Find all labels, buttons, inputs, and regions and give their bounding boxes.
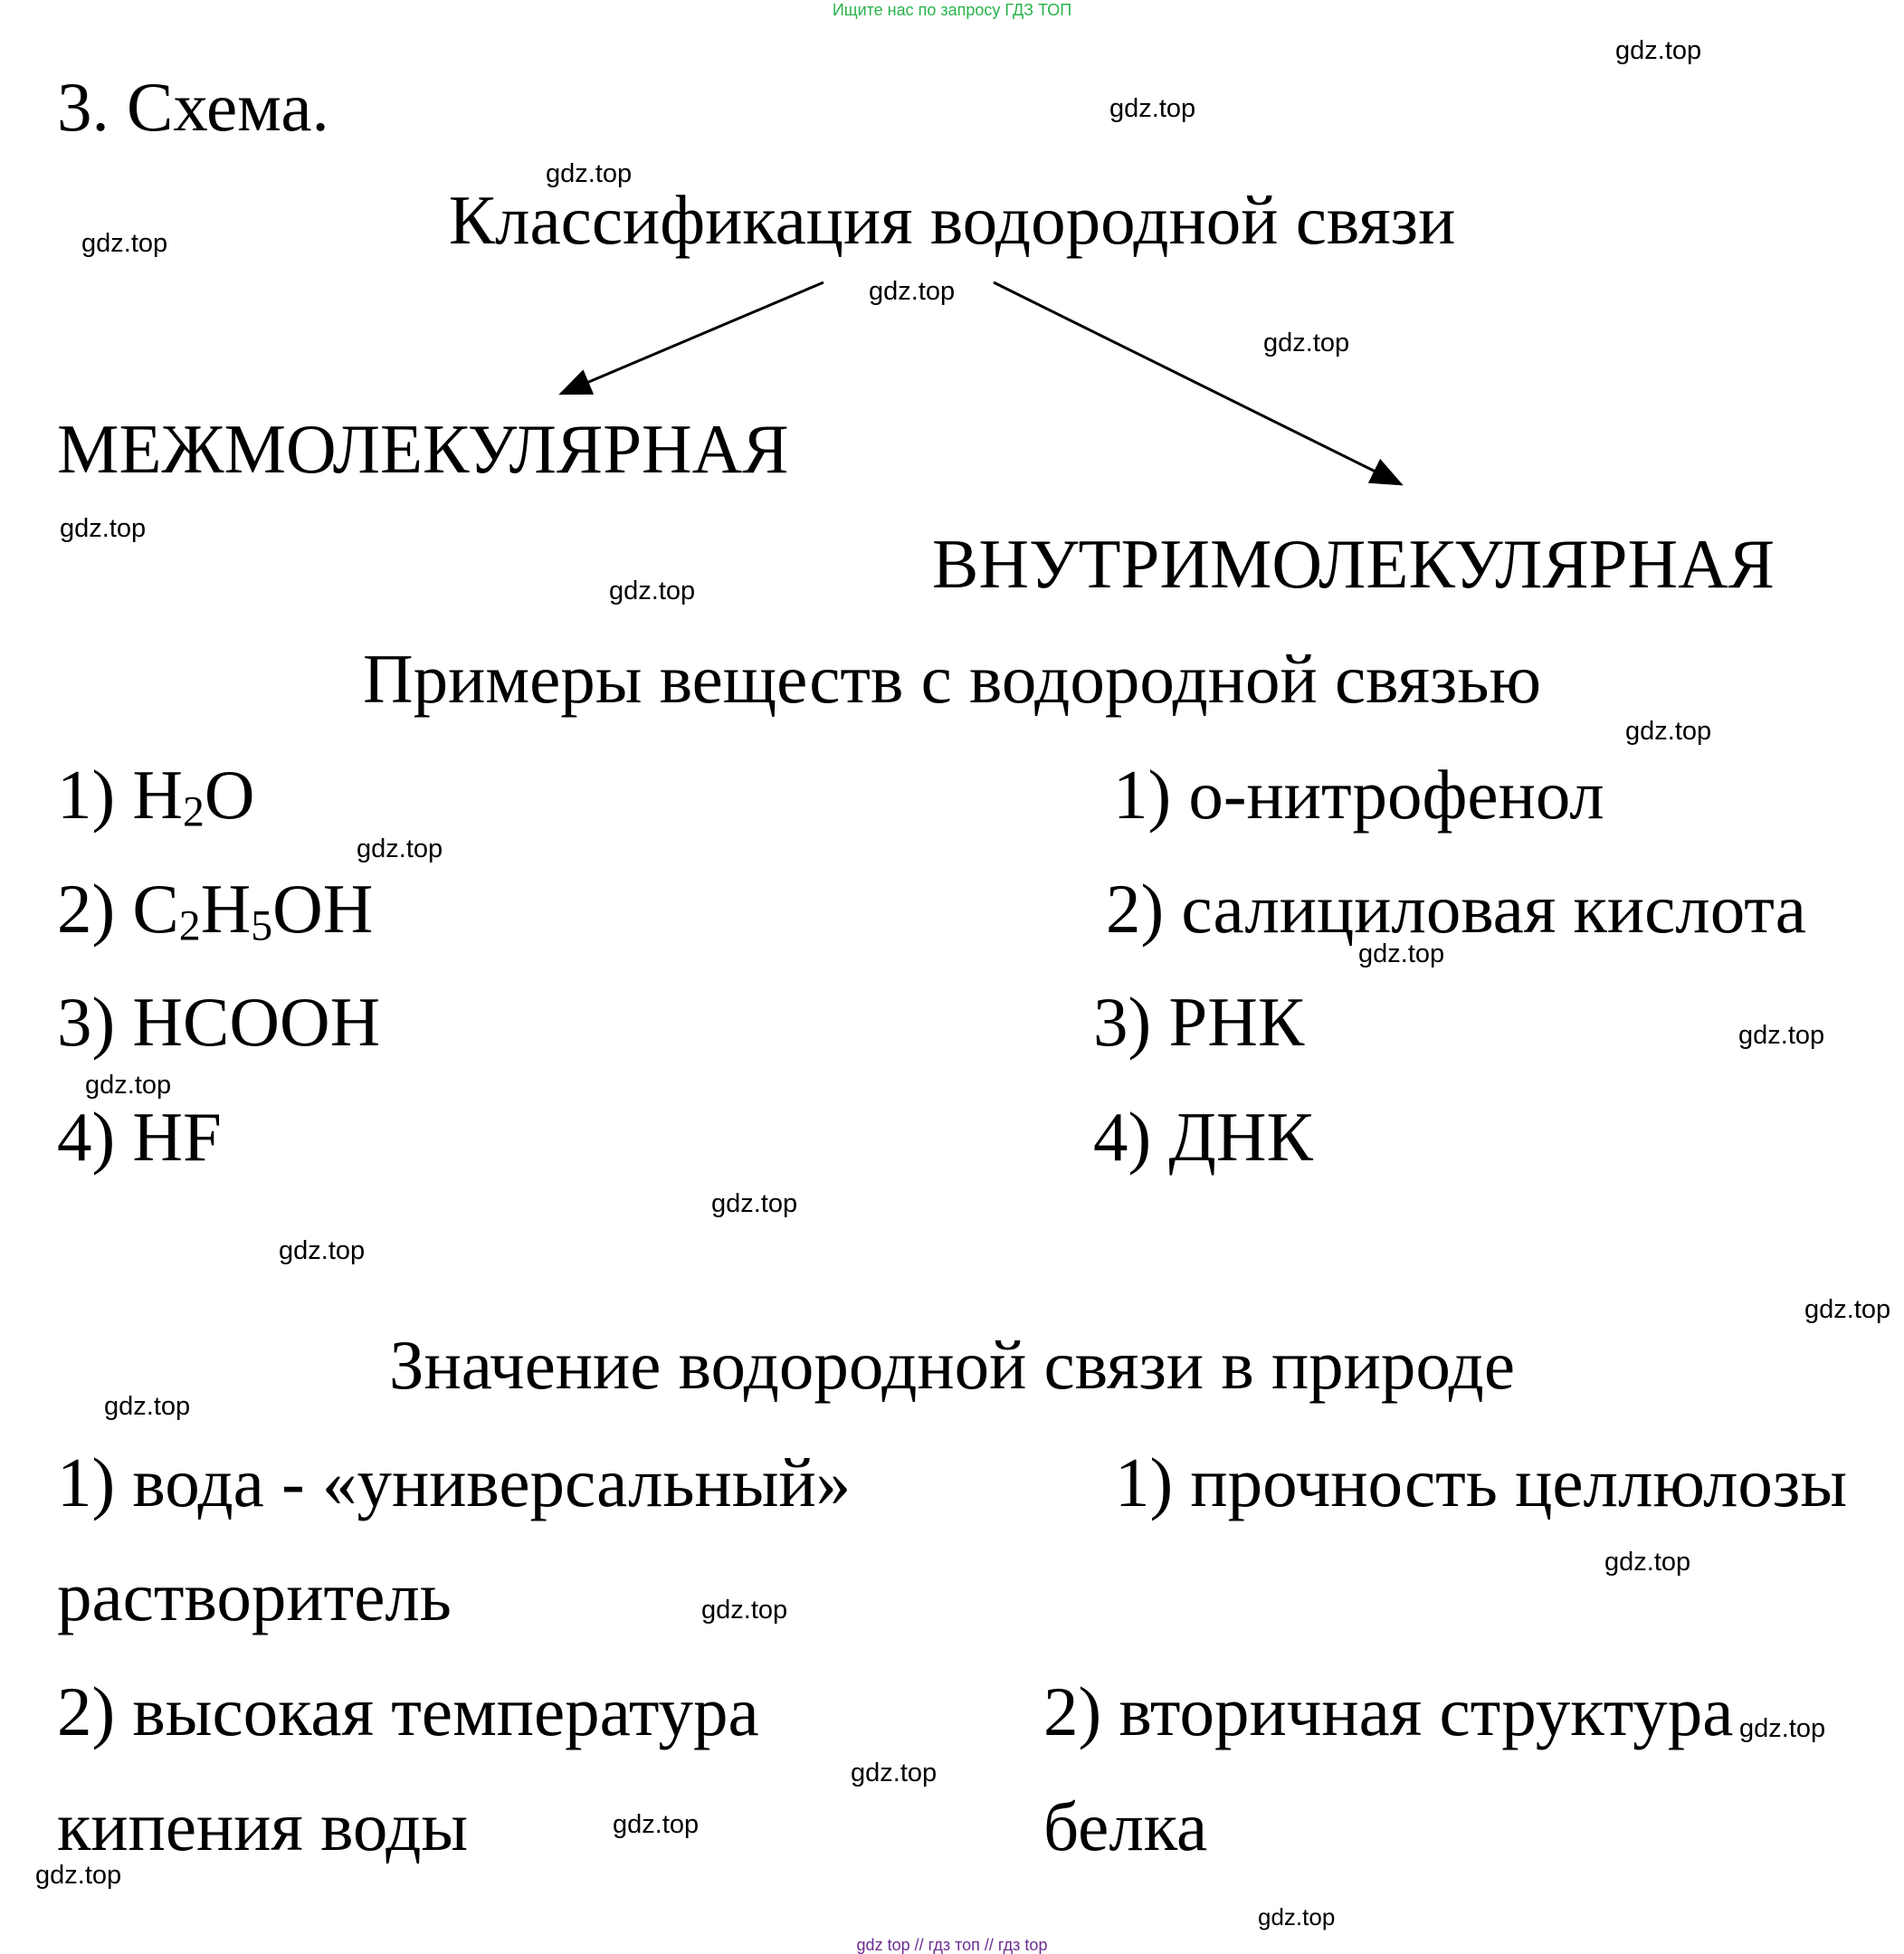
- watermark: gdz.top: [35, 1861, 122, 1890]
- watermark: gdz.top: [851, 1759, 938, 1787]
- watermark: gdz.top: [1615, 36, 1702, 65]
- watermark: gdz.top: [357, 834, 443, 863]
- example-right-2: 2) салициловая кислота: [1106, 870, 1806, 948]
- watermark: gdz.top: [609, 577, 696, 605]
- watermark: gdz.top: [1358, 939, 1445, 968]
- importance-left-2-line2: кипения воды: [57, 1787, 469, 1865]
- header-note: Ищите нас по запросу ГДЗ ТОП: [832, 1, 1072, 19]
- watermark: gdz.top: [1604, 1548, 1691, 1577]
- example-left-1: 1) $H_2O$: [57, 756, 255, 836]
- watermark: gdz.top: [1804, 1295, 1891, 1324]
- arrow-to-intermolecular: [561, 282, 823, 394]
- watermark: gdz.top: [60, 514, 147, 543]
- watermark: gdz.top: [613, 1810, 700, 1839]
- intermolecular-label: МЕЖМОЛЕКУЛЯРНАЯ: [57, 410, 789, 488]
- examples-title: Примеры веществ с водородной связью: [363, 640, 1541, 718]
- importance-left-1-line2: растворитель: [57, 1558, 452, 1635]
- watermark: gdz.top: [1263, 329, 1350, 357]
- watermark: gdz.top: [279, 1236, 366, 1265]
- watermark: gdz.top: [1109, 94, 1196, 123]
- watermark: gdz.top: [1258, 1903, 1336, 1930]
- intramolecular-label: ВНУТРИМОЛЕКУЛЯРНАЯ: [932, 525, 1775, 603]
- section-heading: 3. Схема.: [57, 68, 329, 146]
- arrow-to-intramolecular: [994, 282, 1401, 484]
- importance-left-2-line1: 2) высокая температура: [57, 1673, 759, 1750]
- importance-title: Значение водородной связи в природе: [389, 1326, 1515, 1404]
- watermark: gdz.top: [546, 159, 633, 188]
- watermark: gdz.top: [869, 277, 956, 306]
- watermark: gdz.top: [701, 1596, 788, 1625]
- example-right-1: 1) о-нитрофенол: [1113, 756, 1604, 834]
- footer-note: gdz top // гдз топ // гдз top: [856, 1936, 1048, 1954]
- example-left-4: 4) HF: [57, 1098, 222, 1176]
- example-right-4: 4) ДНК: [1093, 1098, 1313, 1176]
- example-left-2: 2) $C_2H_5OH$: [57, 870, 374, 950]
- importance-right-2-line2: белка: [1043, 1787, 1208, 1865]
- importance-right-1-line1: 1) прочность целлюлозы: [1115, 1444, 1848, 1521]
- example-left-3: 3) HCOOH: [57, 983, 381, 1061]
- watermark: gdz.top: [1739, 1714, 1826, 1743]
- watermark: gdz.top: [711, 1189, 798, 1218]
- importance-right-2-line1: 2) вторичная структура: [1043, 1673, 1734, 1750]
- importance-left-1-line1: 1) вода - «универсальный»: [57, 1444, 852, 1521]
- classification-title: Классификация водородной связи: [448, 181, 1456, 259]
- watermark: gdz.top: [81, 229, 168, 258]
- watermark: gdz.top: [1738, 1021, 1825, 1050]
- watermark: gdz.top: [104, 1392, 191, 1421]
- watermark: gdz.top: [85, 1071, 172, 1100]
- example-right-3: 3) РНК: [1093, 983, 1305, 1061]
- watermark: gdz.top: [1625, 717, 1712, 746]
